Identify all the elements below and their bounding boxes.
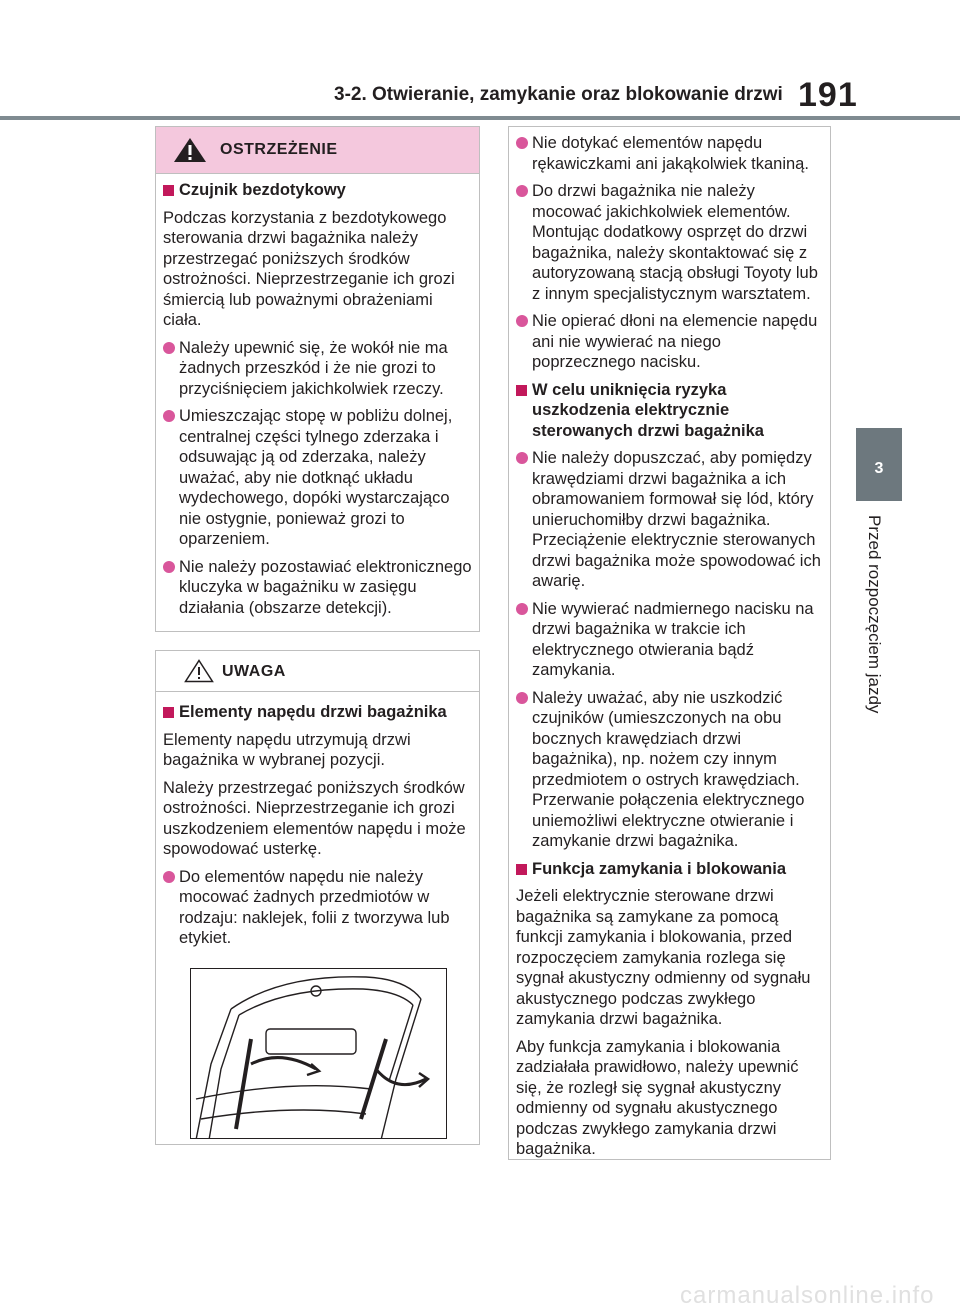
notice-header	[156, 651, 479, 692]
watermark: carmanualsonline.info	[680, 1282, 935, 1309]
list-item: Nie wywierać nadmiernego nacisku na drzwi bagażnika w trakcie ich elektrycznego otwierania bądź zamykania.	[516, 599, 823, 681]
notice-content	[156, 692, 479, 949]
page-number: 191	[798, 76, 858, 114]
notice-continued-box	[508, 126, 831, 1160]
warning-header	[156, 127, 479, 174]
list-item: Do elementów napędu nie należy mocować żadnych przedmiotów w rodzaju: naklejek, folii z tworzywa lub etykiet.	[163, 867, 472, 949]
warning-intro: Podczas korzystania z bezdotykowego sterowania drzwi bagażnika należy przestrzegać poniższych środków ostrożności. Nieprzestrzeganie ich grozi śmiercią lub poważnymi obrażeniami ciała.	[163, 208, 455, 329]
tailgate-illustration	[190, 968, 447, 1139]
warning-box	[155, 126, 480, 632]
running-header: 3-2. Otwieranie, zamykanie oraz blokowanie drzwi	[334, 84, 783, 105]
list-item: Nie opierać dłoni na elemencie napędu ani nie wywierać na niego poprzecznego nacisku.	[516, 311, 823, 373]
notice-subheading: Elementy napędu drzwi bagażnika	[163, 702, 472, 723]
chapter-title: Przed rozpoczęciem jazdy	[865, 515, 884, 714]
list-item: Nie dotykać elementów napędu rękawiczkami ani jakąkolwiek tkaniną.	[516, 133, 823, 174]
caution-triangle-icon	[184, 659, 214, 688]
subheading-damage: W celu uniknięcia ryzyka uszkodzenia elektrycznie sterowanych drzwi bagażnika	[516, 380, 823, 442]
list-item: Należy upewnić się, że wokół nie ma żadnych przeszkód i że nie grozi to przyciśnięciem jakichkolwiek rzeczy.	[163, 338, 472, 400]
subheading-lock-function: Funkcja zamykania i blokowania	[516, 859, 823, 880]
paragraph: Jeżeli elektrycznie sterowane drzwi bagażnika są zamykane za pomocą funkcji zamykania i blokowania, przed rozpoczęciem zamykania rozlega się sygnał akustyczny odmienny od sygnału akustycznego podczas zwykłego zamykania drzwi bagażnika.	[516, 887, 811, 1028]
list-item: Nie należy dopuszczać, aby pomiędzy krawędziami drzwi bagażnika a ich obramowaniem formował się lód, który unieruchomiłby drzwi bagażnika. Przeciążenie elektrycznie sterowanych drzwi bagażnika może spowodować ich awarię.	[516, 448, 823, 592]
warning-subheading: Czujnik bezdotykowy	[163, 180, 472, 201]
warning-triangle-icon	[173, 137, 207, 168]
list-item: Nie należy pozostawiać elektronicznego kluczyka w bagażniku w zasięgu działania (obszarze detekcji).	[163, 557, 472, 619]
notice-label: UWAGA	[222, 663, 286, 680]
chapter-tab: 3	[856, 428, 902, 501]
warning-label: OSTRZEŻENIE	[220, 141, 338, 158]
header-rule	[0, 116, 960, 120]
list-item: Do drzwi bagażnika nie należy mocować jakichkolwiek elementów. Montując dodatkowy osprzęt do drzwi bagażnika, należy skontaktować się z autoryzowaną stacją obsługi Toyoty lub z innym specjalistycznym warsztatem.	[516, 181, 823, 304]
list-item: Należy uważać, aby nie uszkodzić czujników (umieszczonych na obu bocznych krawędziach drzwi bagażnika), np. nożem czy innym przedmiotem o ostrych krawędziach. Przerwanie połączenia elektrycznego uniemożliwi elektryczne otwieranie i zamykanie drzwi bagażnika.	[516, 688, 823, 852]
right-content	[509, 127, 830, 1160]
notice-paragraph: Należy przestrzegać poniższych środków ostrożności. Nieprzestrzeganie ich grozi uszkodzeniem elementów napędu i może spowodować usterkę.	[163, 778, 466, 858]
warning-content	[156, 174, 479, 618]
list-item: Umieszczając stopę w pobliżu dolnej, centralnej części tylnego zderzaka i odsuwając ją od zderzaka, należy uważać, aby nie dotknąć układu wydechowego, dopóki wystarczająco nie ostygnie, ponieważ grozi to oparzeniem.	[163, 406, 472, 550]
paragraph: Aby funkcja zamykania i blokowania zadziałała prawidłowo, należy upewnić się, że rozległ się sygnał akustyczny odmienny od sygnału akustycznego podczas zwykłego zamykania drzwi bagażnika.	[516, 1037, 799, 1158]
notice-paragraph: Elementy napędu utrzymują drzwi bagażnika w wybranej pozycji.	[163, 730, 411, 769]
